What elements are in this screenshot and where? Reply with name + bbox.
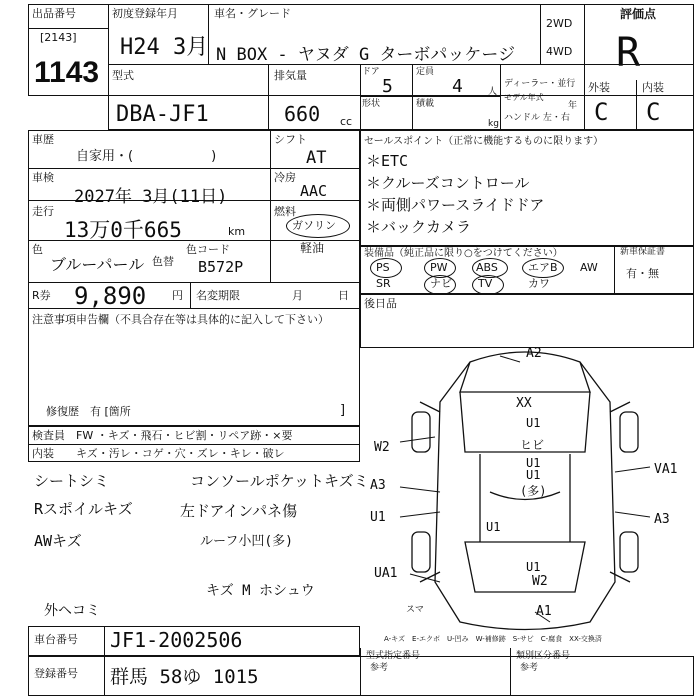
door-value: 5 [382, 76, 393, 97]
remark: コンソールポケットキズミ [190, 472, 369, 490]
equip-tv: TV [478, 277, 493, 290]
diagram-legend: A-キズ E-エクボ U-凹み W-補修跡 S-サビ C-腐食 XX-交換済 [384, 635, 602, 643]
first-reg-label: 初度登録年月 [112, 7, 178, 20]
repair-bracket: ] [340, 403, 346, 418]
remark: ルーフ小凹(多) [200, 534, 294, 549]
sales-point: ＊バックカメラ [366, 218, 472, 236]
diagram-mark: A3 [654, 512, 670, 527]
diagram-mark: A1 [536, 604, 552, 619]
fuel-diesel: 軽油 [300, 241, 325, 255]
interior-label: 内装 [642, 81, 664, 94]
equip-pw: PW [430, 261, 448, 274]
interior-value: C [646, 98, 661, 126]
rating-label: 評価点 [620, 7, 657, 21]
mileage-unit: km [228, 225, 246, 238]
cargo-unit: kg [488, 119, 499, 129]
remark: 外ヘコミ [44, 603, 100, 619]
lot-code: [2143] [40, 31, 77, 44]
repair-label: 修復歴 有 [箇所 [46, 405, 131, 418]
checker-items-2: キズ・汚レ・コゲ・穴・ズレ・キレ・破レ [76, 447, 285, 460]
diagram-mark: U1 [526, 456, 541, 470]
left-frame [28, 130, 360, 426]
equip-aw: AW [580, 261, 598, 274]
price-value: 9,890 [74, 282, 147, 310]
day-unit: 日 [338, 289, 349, 302]
diagram-mark: スマ [406, 605, 424, 615]
diagram-mark: UA1 [374, 566, 398, 581]
equip-navi: ナビ [430, 277, 452, 290]
color-label: 色 [32, 243, 43, 256]
equip-leather: カワ [528, 277, 550, 290]
drive-4wd: 4WD [546, 45, 573, 58]
equip-ps: PS [376, 261, 390, 274]
handle-label: ハンドル 左・右 [504, 113, 570, 123]
displacement-unit: cc [340, 115, 353, 128]
color-code-value: B572P [198, 258, 244, 276]
displacement-value: 660 [284, 102, 321, 126]
drive-2wd: 2WD [546, 17, 573, 30]
expiry-label: 名変期限 [196, 289, 240, 302]
inspection-value: 2027年 3月(11日) [74, 187, 228, 207]
equip-abs: ABS [476, 261, 498, 274]
price-unit: 円 [172, 289, 183, 302]
remark: 左ドアインパネ傷 [180, 502, 298, 520]
diagram-mark: A2 [526, 346, 542, 361]
ac-label: 冷房 [274, 171, 296, 184]
equip-sr: SR [376, 277, 391, 290]
color-value: ブルーパール [50, 255, 145, 274]
remark: キズ M ホシュウ [206, 583, 315, 599]
remark: シートシミ [34, 472, 110, 490]
form-label: 型式指定番号 [366, 651, 421, 661]
mileage-label: 走行 [32, 205, 54, 218]
circle-airbag [522, 258, 564, 278]
registration-value: 群馬 58ゆ 1015 [110, 666, 259, 688]
lot-label: 出品番号 [32, 7, 76, 20]
year-unit: 年 [568, 101, 578, 111]
diagram-mark: W2 [532, 574, 548, 589]
shape-label: 形状 [362, 99, 381, 109]
chassis-value: JF1-2002506 [110, 628, 243, 652]
displacement-label: 排気量 [274, 69, 307, 82]
class-label: 類別区分番号 [516, 651, 571, 661]
shift-label: シフト [274, 133, 307, 146]
warranty-value: 有・無 [626, 267, 659, 280]
notes-label: 注意事項申告欄（不具合存在等は具体的に記入して下さい） [32, 313, 329, 326]
warranty-label: 新車保証書 [620, 247, 666, 257]
capacity-label: 定員 [416, 67, 435, 77]
month-unit: 月 [292, 289, 303, 302]
diagram-mark: W2 [374, 440, 390, 455]
remark: Rスポイルキズ [34, 500, 133, 518]
chassis-label: 車台番号 [34, 633, 78, 646]
diagram-mark: XX [516, 396, 532, 411]
diagram-mark: U1 [370, 510, 386, 525]
history-value: 自家用・( ) [76, 149, 217, 164]
car-name-label: 車名・グレード [214, 7, 291, 20]
history-label: 車歴 [32, 133, 54, 146]
sales-point: ＊クルーズコントロール [366, 174, 530, 192]
price-label: R券 [32, 289, 51, 302]
door-label: ドア [362, 67, 380, 77]
circle-ps [370, 258, 402, 278]
sales-point: ＊ETC [366, 152, 409, 170]
ac-value: AAC [300, 182, 328, 200]
diagram-mark: VA1 [654, 462, 678, 477]
model-value: DBA-JF1 [116, 102, 209, 127]
fuel-gas: ガソリン [292, 219, 336, 232]
first-reg-value: H24 3月 [120, 35, 209, 60]
model-year-label: モデル年式 [504, 93, 544, 102]
diagram-mark: U1 [486, 520, 501, 534]
shift-value: AT [306, 148, 327, 168]
remark: AWキズ [34, 532, 82, 550]
class-ref: 参考 [520, 663, 539, 673]
diagram-mark: ヒビ [520, 438, 545, 452]
registration-label: 登録番号 [34, 667, 78, 680]
circle-navi [424, 275, 456, 295]
diagram-mark: U1 [526, 560, 541, 574]
car-name-value: N BOX - ヤヌダ G ターボパッケージ [216, 45, 516, 65]
color-code-label: 色コード [186, 243, 230, 256]
capacity-value: 4 [452, 76, 463, 97]
lot-number: 1143 [34, 56, 100, 89]
fuel-gas-circle [286, 214, 350, 238]
diagram-mark: A3 [370, 478, 386, 493]
diagram-mark: U1 [526, 416, 541, 430]
model-label: 型式 [112, 69, 134, 82]
exterior-value: C [594, 98, 609, 126]
equipment-label: 装備品（純正品に限り○をつけてください） [364, 248, 563, 259]
color-swap-label: 色替 [152, 255, 174, 268]
dealer-label: ディーラー・並行 [504, 79, 576, 89]
mileage-value: 13万0千665 [64, 218, 182, 242]
exterior-label: 外装 [588, 81, 610, 94]
inspection-label: 車検 [32, 171, 54, 184]
diagram-mark: U1 [526, 468, 541, 482]
sales-points [366, 150, 544, 238]
checker-items: FW ・キズ・飛石・ヒビ割・リペア跡・×要 [76, 429, 293, 442]
after-label: 後日品 [364, 297, 397, 310]
checker-label: 検査員 [32, 429, 65, 442]
rating-value: R [616, 30, 641, 76]
capacity-unit: 人 [488, 87, 498, 97]
cargo-label: 積載 [416, 99, 435, 109]
circle-tv [472, 275, 504, 295]
sales-point: ＊両側パワースライドドア [366, 196, 545, 214]
diagram-mark: (多) [520, 484, 547, 498]
after-frame [360, 294, 694, 348]
sales-label: セールスポイント（正常に機能するものに限ります） [364, 136, 604, 147]
checker-label-2: 内装 [32, 447, 54, 460]
equip-airbag: エアB [528, 261, 558, 274]
form-ref: 参考 [370, 663, 389, 673]
fuel-label: 燃料 [274, 205, 296, 218]
